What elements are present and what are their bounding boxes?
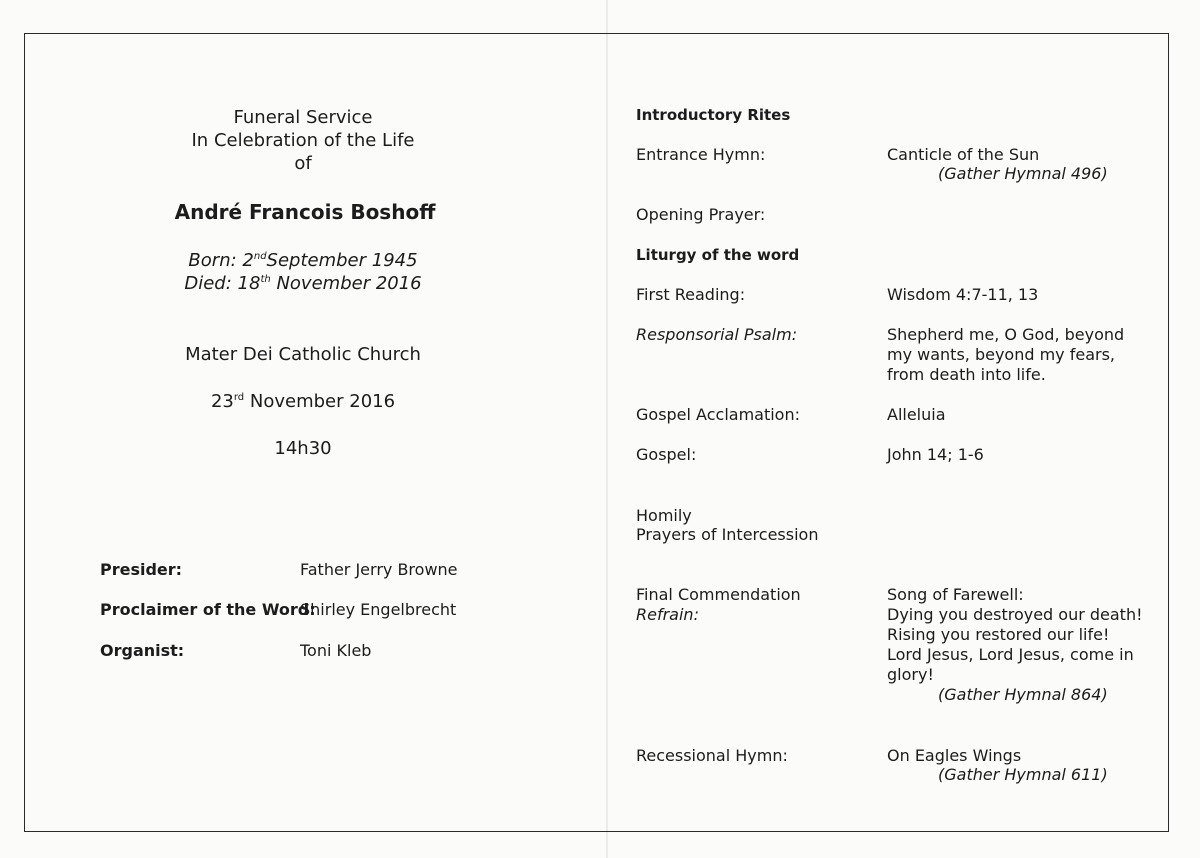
farewell-line-1: Song of Farewell: <box>887 585 1024 604</box>
entrance-hymn-reference: (Gather Hymnal 496) <box>938 164 1108 183</box>
first-reading-label: First Reading: <box>636 285 746 304</box>
psalm-line-1: Shepherd me, O God, beyond <box>887 325 1125 344</box>
recessional-label: Recessional Hymn: <box>636 746 788 765</box>
service-heading-line1: Funeral Service <box>233 107 373 128</box>
farewell-line-4: Lord Jesus, Lord Jesus, come in <box>887 645 1134 664</box>
recessional-title: On Eagles Wings <box>887 746 1022 765</box>
deceased-name: André Francois Boshoff <box>174 200 436 224</box>
gospel-value: John 14; 1-6 <box>887 445 984 464</box>
intercession-label: Prayers of Intercession <box>636 525 819 544</box>
entrance-hymn-title: Canticle of the Sun <box>887 145 1040 164</box>
psalm-line-3: from death into life. <box>887 365 1046 384</box>
homily-label: Homily <box>636 506 692 525</box>
gospel-label: Gospel: <box>636 445 697 464</box>
psalm-line-2: my wants, beyond my fears, <box>887 345 1116 364</box>
proclaimer-name: Shirley Engelbrecht <box>300 600 457 619</box>
service-heading-line2: In Celebration of the Life <box>191 130 415 151</box>
service-date: 23rd November 2016 <box>210 391 396 412</box>
presider-label: Presider: <box>100 560 183 579</box>
farewell-line-3: Rising you restored our life! <box>887 625 1110 644</box>
acclamation-value: Alleluia <box>887 405 946 424</box>
organist-label: Organist: <box>100 641 185 660</box>
died-date: Died: 18th November 2016 <box>184 273 422 294</box>
opening-prayer-label: Opening Prayer: <box>636 205 766 224</box>
commendation-label: Final Commendation <box>636 585 801 604</box>
acclamation-label: Gospel Acclamation: <box>636 405 800 424</box>
proclaimer-label: Proclaimer of the Word: <box>100 600 316 619</box>
entrance-hymn-label: Entrance Hymn: <box>636 145 766 164</box>
service-heading-line3: of <box>294 153 312 174</box>
refrain-label: Refrain: <box>636 605 699 624</box>
recessional-reference: (Gather Hymnal 611) <box>938 765 1108 784</box>
service-time: 14h30 <box>274 438 332 459</box>
introductory-rites-heading: Introductory Rites <box>636 106 791 124</box>
page-fold <box>606 0 608 858</box>
church-name: Mater Dei Catholic Church <box>185 344 421 365</box>
liturgy-heading: Liturgy of the word <box>636 246 800 264</box>
farewell-line-5: glory! <box>887 665 934 684</box>
presider-name: Father Jerry Browne <box>300 560 458 579</box>
farewell-line-2: Dying you destroyed our death! <box>887 605 1143 624</box>
first-reading-value: Wisdom 4:7-11, 13 <box>887 285 1039 304</box>
organist-name: Toni Kleb <box>300 641 372 660</box>
psalm-label: Responsorial Psalm: <box>636 325 798 344</box>
born-date: Born: 2ndSeptember 1945 <box>188 250 418 271</box>
farewell-reference: (Gather Hymnal 864) <box>938 685 1108 704</box>
